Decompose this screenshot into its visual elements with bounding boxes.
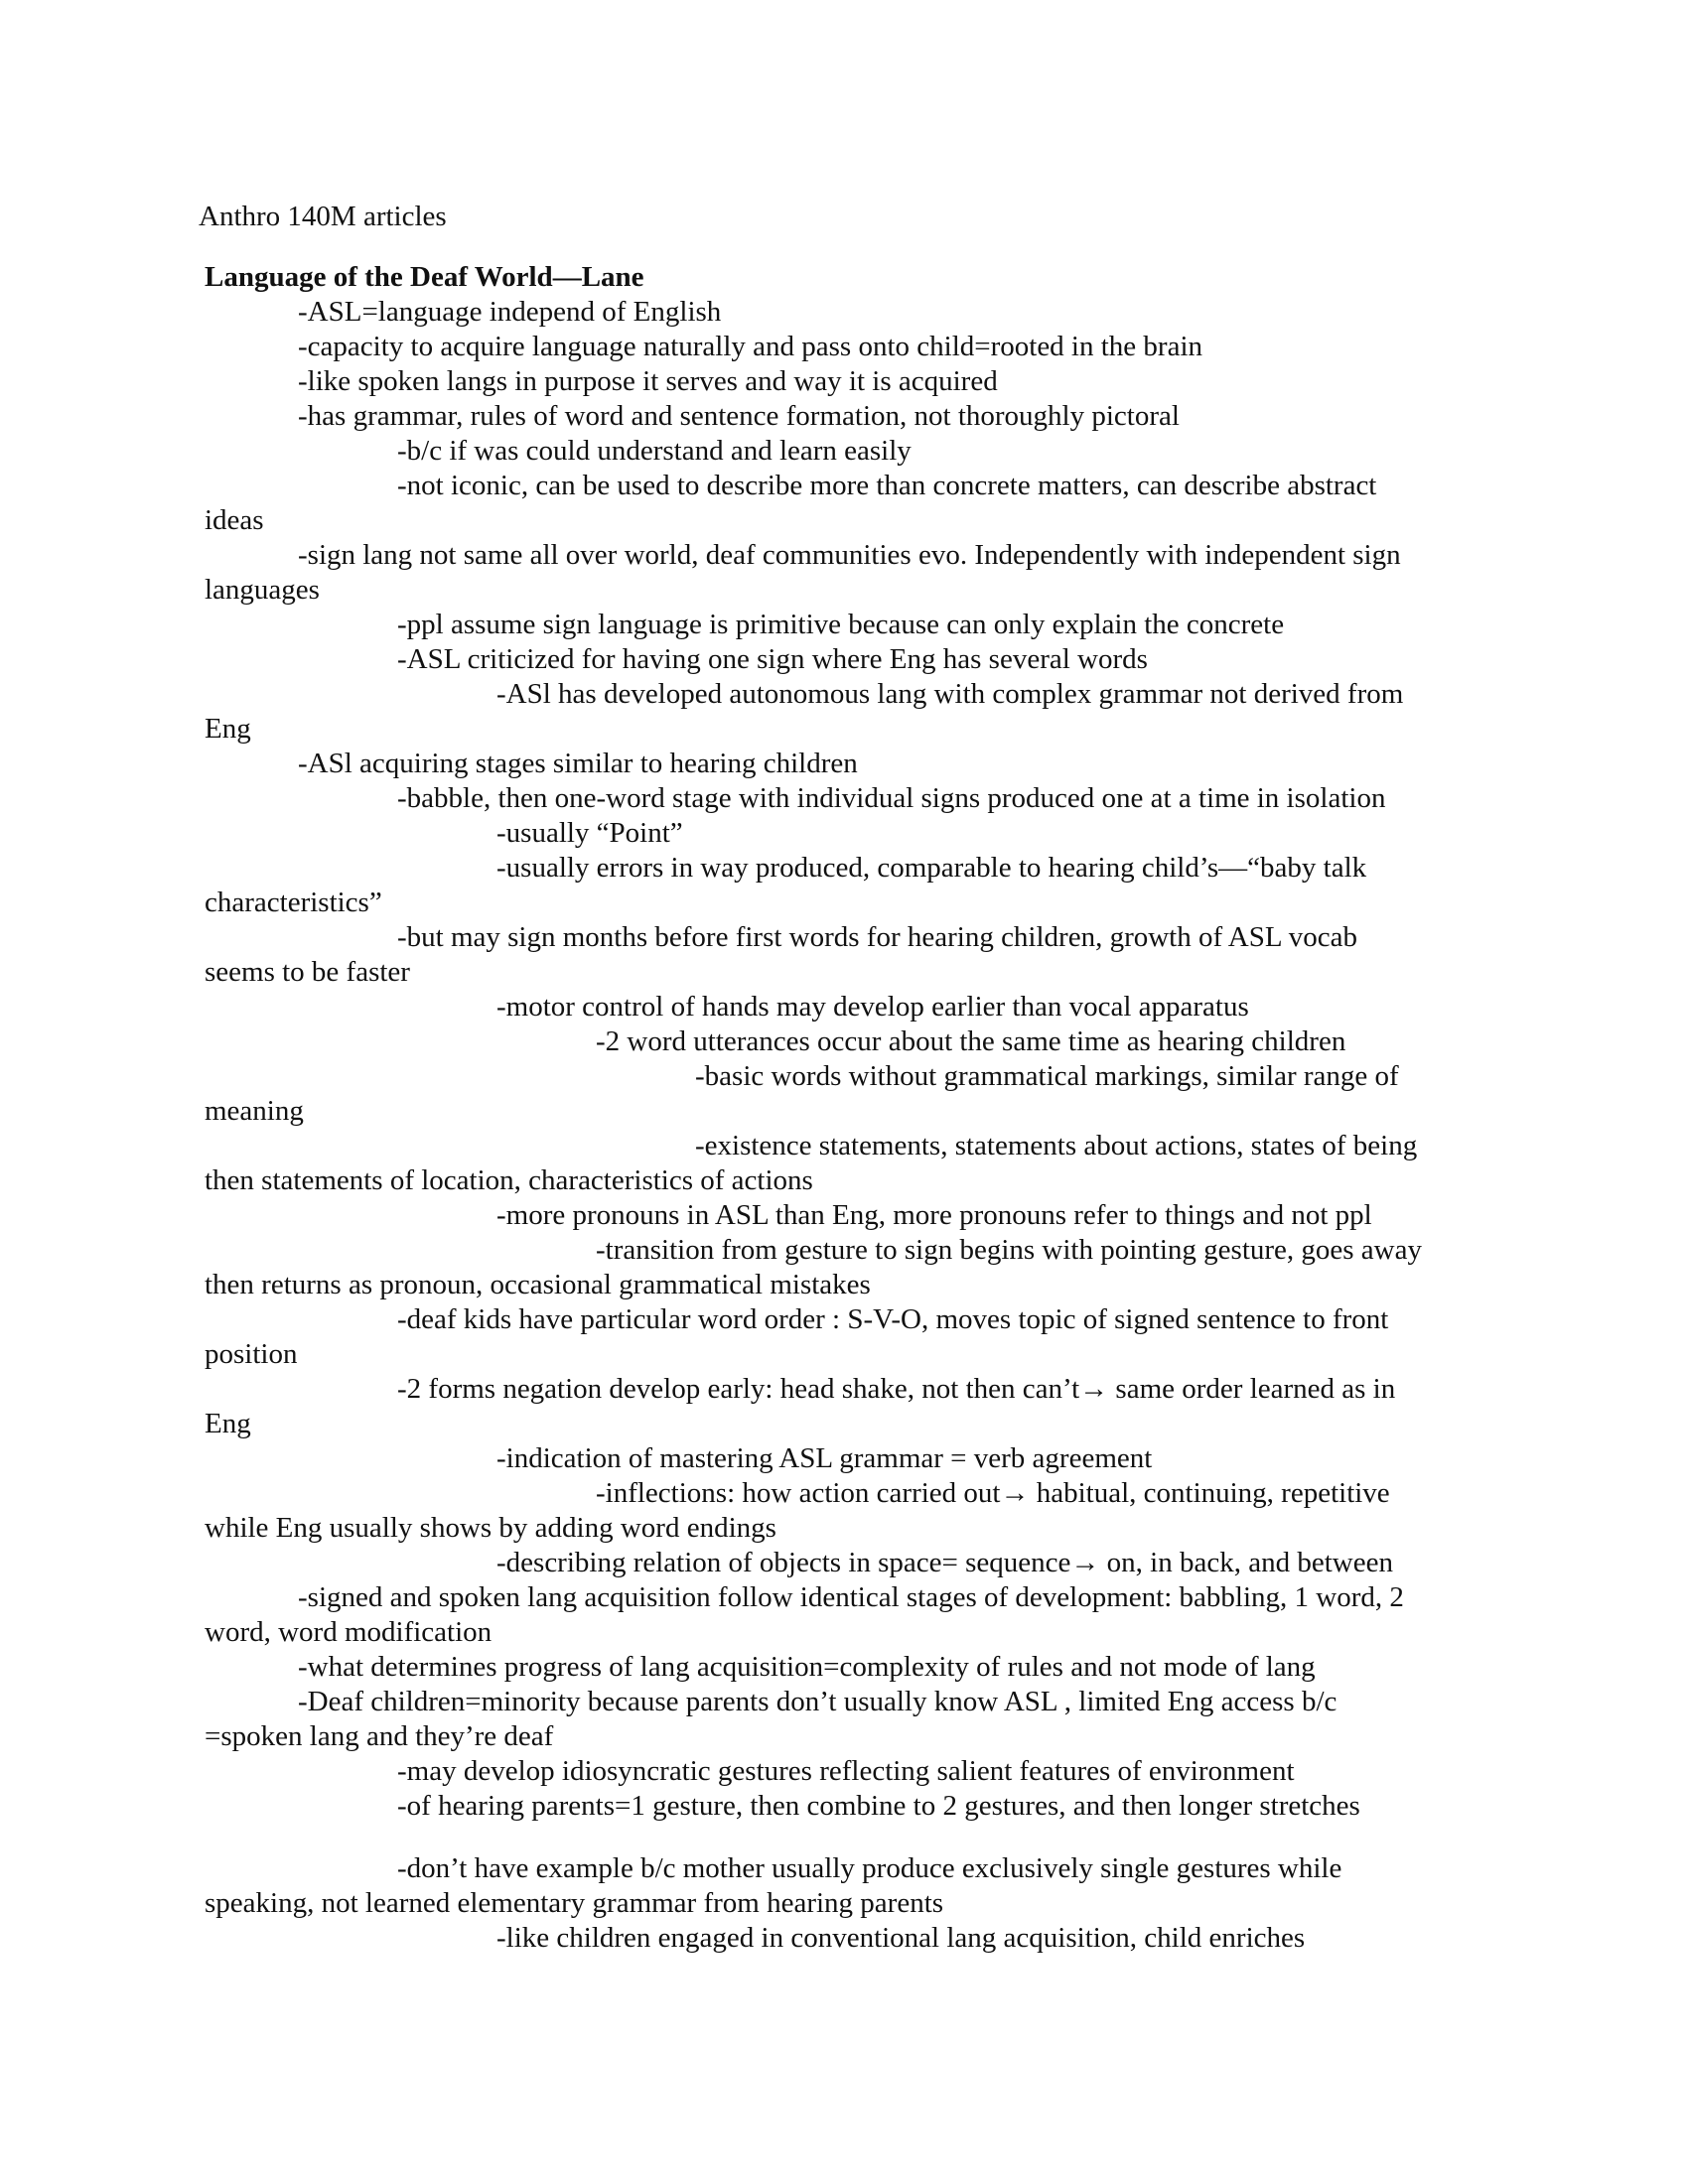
note-line-continuation: then statements of location, characteristics of actions bbox=[205, 1164, 813, 1196]
note-line: -describing relation of objects in space= sequence→ on, in back, and between bbox=[496, 1547, 1393, 1578]
note-line: -existence statements, statements about actions, states of being bbox=[695, 1130, 1418, 1161]
note-line-continuation: speaking, not learned elementary grammar from hearing parents bbox=[205, 1887, 944, 1919]
note-line-continuation: ideas bbox=[205, 504, 264, 536]
note-line: -babble, then one-word stage with individual signs produced one at a time in isolation bbox=[397, 782, 1386, 814]
note-line: -indication of mastering ASL grammar = verb agreement bbox=[496, 1442, 1153, 1474]
note-line: -usually errors in way produced, comparable to hearing child’s—“baby talk bbox=[496, 852, 1367, 884]
note-line: -ASL criticized for having one sign where Eng has several words bbox=[397, 643, 1148, 675]
note-line: -capacity to acquire language naturally and pass onto child=rooted in the brain bbox=[298, 331, 1203, 362]
note-line: -signed and spoken lang acquisition follow identical stages of development: babbling, 1 word, 2 bbox=[298, 1581, 1404, 1613]
note-line: -basic words without grammatical markings, similar range of bbox=[695, 1060, 1399, 1092]
note-line-continuation: Eng bbox=[205, 713, 251, 745]
note-line: -like spoken langs in purpose it serves and way it is acquired bbox=[298, 365, 998, 397]
notes-body bbox=[205, 260, 1485, 1956]
note-line: -ASl acquiring stages similar to hearing children bbox=[298, 748, 858, 779]
note-line: -ASl has developed autonomous lang with complex grammar not derived from bbox=[496, 678, 1404, 710]
note-line: -deaf kids have particular word order : S-V-O, moves topic of signed sentence to front bbox=[397, 1303, 1389, 1335]
note-line-continuation: languages bbox=[205, 574, 320, 606]
note-line: -more pronouns in ASL than Eng, more pronouns refer to things and not ppl bbox=[496, 1199, 1372, 1231]
note-line: -sign lang not same all over world, deaf communities evo. Independently with independent sign bbox=[298, 539, 1401, 571]
note-line: -ASL=language independ of English bbox=[298, 296, 722, 328]
note-line: -but may sign months before first words for hearing children, growth of ASL vocab bbox=[397, 921, 1357, 953]
note-line-continuation: seems to be faster bbox=[205, 956, 410, 988]
note-line-continuation: Eng bbox=[205, 1408, 251, 1439]
note-line: -don’t have example b/c mother usually produce exclusively single gestures while bbox=[397, 1852, 1342, 1884]
note-line: -what determines progress of lang acquisition=complexity of rules and not mode of lang bbox=[298, 1651, 1316, 1683]
section-heading: Language of the Deaf World—Lane bbox=[205, 261, 644, 293]
note-line: -has grammar, rules of word and sentence formation, not thoroughly pictoral bbox=[298, 400, 1180, 432]
note-line-continuation: characteristics” bbox=[205, 887, 382, 918]
note-line: -like children engaged in conventional lang acquisition, child enriches bbox=[496, 1922, 1306, 1954]
note-line-continuation: =spoken lang and they’re deaf bbox=[205, 1720, 554, 1752]
note-line: -motor control of hands may develop earlier than vocal apparatus bbox=[496, 991, 1249, 1023]
note-line: -inflections: how action carried out→ habitual, continuing, repetitive bbox=[596, 1477, 1390, 1509]
note-line-continuation: word, word modification bbox=[205, 1616, 492, 1648]
note-line: -ppl assume sign language is primitive because can only explain the concrete bbox=[397, 609, 1285, 640]
note-line: -transition from gesture to sign begins with pointing gesture, goes away bbox=[596, 1234, 1422, 1266]
note-line: -Deaf children=minority because parents don’t usually know ASL , limited Eng access b/c bbox=[298, 1686, 1337, 1717]
note-line-continuation: meaning bbox=[205, 1095, 304, 1127]
note-line-continuation: then returns as pronoun, occasional grammatical mistakes bbox=[205, 1269, 871, 1300]
note-line-continuation: while Eng usually shows by adding word endings bbox=[205, 1512, 776, 1544]
note-line: -may develop idiosyncratic gestures reflecting salient features of environment bbox=[397, 1755, 1295, 1787]
note-line: -not iconic, can be used to describe more than concrete matters, can describe abstract bbox=[397, 470, 1377, 501]
blank-line bbox=[205, 1824, 1485, 1851]
document-title: Anthro 140M articles bbox=[199, 201, 447, 232]
note-line: -2 forms negation develop early: head shake, not then can’t→ same order learned as in bbox=[397, 1373, 1396, 1405]
note-line: -usually “Point” bbox=[496, 817, 683, 849]
note-line: -2 word utterances occur about the same time as hearing children bbox=[596, 1025, 1346, 1057]
note-line-continuation: position bbox=[205, 1338, 298, 1370]
note-line: -b/c if was could understand and learn easily bbox=[397, 435, 912, 467]
note-line: -of hearing parents=1 gesture, then combine to 2 gestures, and then longer stretches bbox=[397, 1790, 1360, 1822]
